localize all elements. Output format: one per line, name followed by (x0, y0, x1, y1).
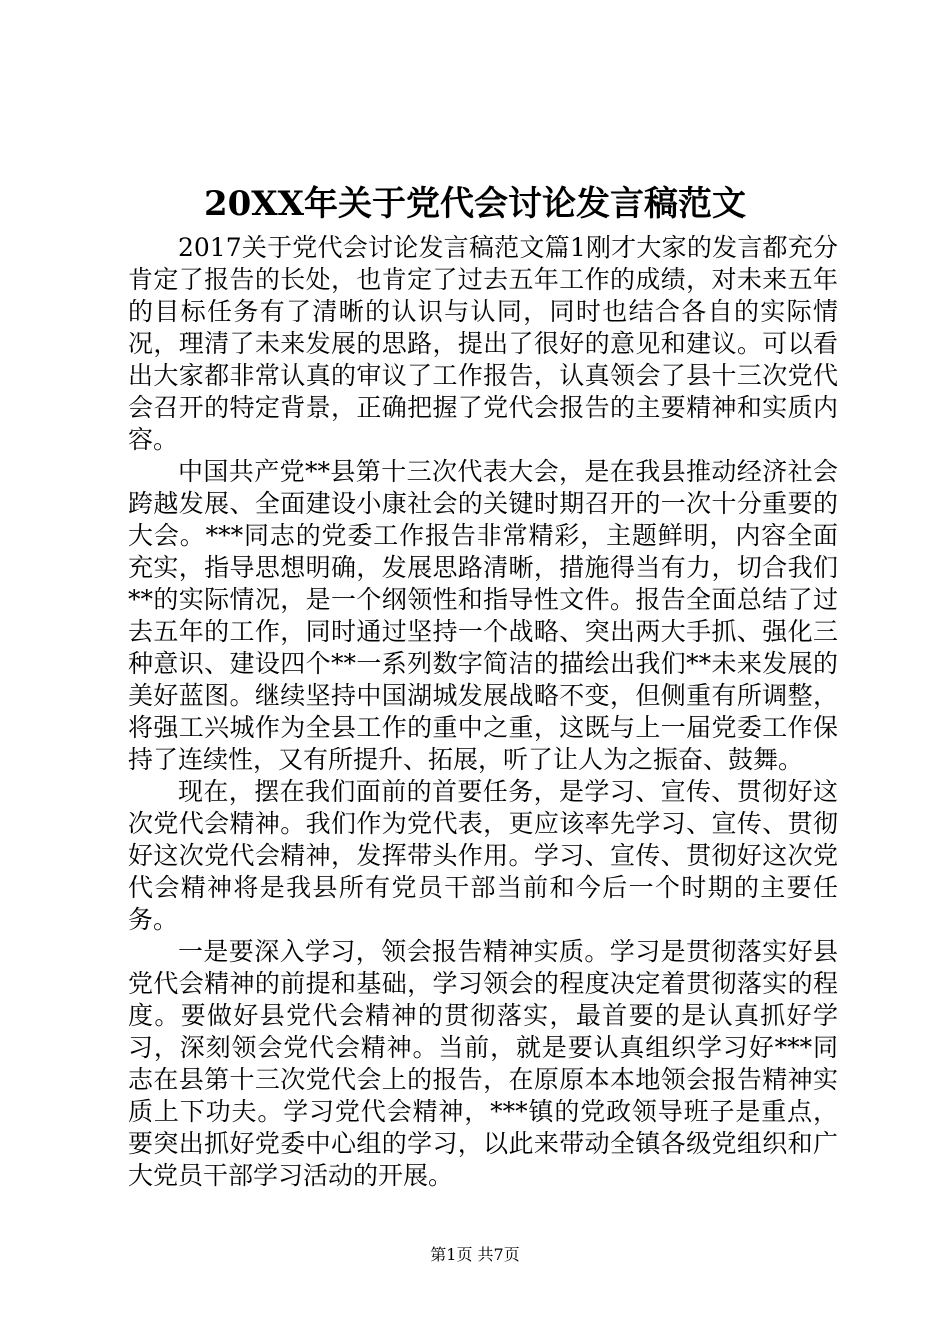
document-title: 20XX年关于党代会讨论发言稿范文 (203, 184, 747, 224)
paragraph: 中国共产党**县第十三次代表大会，是在我县推动经济社会跨越发展、全面建设小康社会的关键时期召开的一次十分重要的大会。***同志的党委工作报告非常精彩，主题鲜明，内容全面充实，指导思想明确，发展思路清晰，措施得当有力，切合我们**的实际情况，是一个纲领性和指导性文件。报告全面总结了过去五年的工作，同时通过坚持一个战略、突出两大手抓、强化三种意识、建设四个**一系列数字简洁的描绘出我们**未来发展的美好蓝图。继续坚持中国湖城发展战略不变，但侧重有所调整，将强工兴城作为全县工作的重中之重，这既与上一届党委工作保持了连续性，又有所提升、拓展，听了让人为之振奋、鼓舞。 (128, 457, 838, 774)
paragraph: 一是要深入学习，领会报告精神实质。学习是贯彻落实好县党代会精神的前提和基础，学习领会的程度决定着贯彻落实的程度。要做好县党代会精神的贯彻落实，最首要的是认真抓好学习，深刻领会党代会精神。当前，就是要认真组织学习好***同志在县第十三次党代会上的报告，在原原本本地领会报告精神实质上下功夫。学习党代会精神，***镇的党政领导班子是重点，要突出抓好党委中心组的学习，以此来带动全镇各级党组织和广大党员干部学习活动的开展。 (128, 937, 838, 1190)
paragraph: 现在，摆在我们面前的首要任务，是学习、宣传、贯彻好这次党代会精神。我们作为党代表，更应该率先学习、宣传、贯彻好这次党代会精神，发挥带头作用。学习、宣传、贯彻好这次党代会精神将是我县所有党员干部当前和今后一个时期的主要任务。 (128, 777, 838, 934)
document-body (128, 232, 838, 1192)
page-footer: 第1页 共7页 (430, 1245, 520, 1264)
paragraph: 2017关于党代会讨论发言稿范文篇1刚才大家的发言都充分肯定了报告的长处，也肯定了过去五年工作的成绩，对未来五年的目标任务有了清晰的认识与认同，同时也结合各自的实际情况，理清了未来发展的思路，提出了很好的意见和建议。可以看出大家都非常认真的审议了工作报告，认真领会了县十三次党代会召开的特定背景，正确把握了党代会报告的主要精神和实质内容。 (128, 233, 838, 454)
